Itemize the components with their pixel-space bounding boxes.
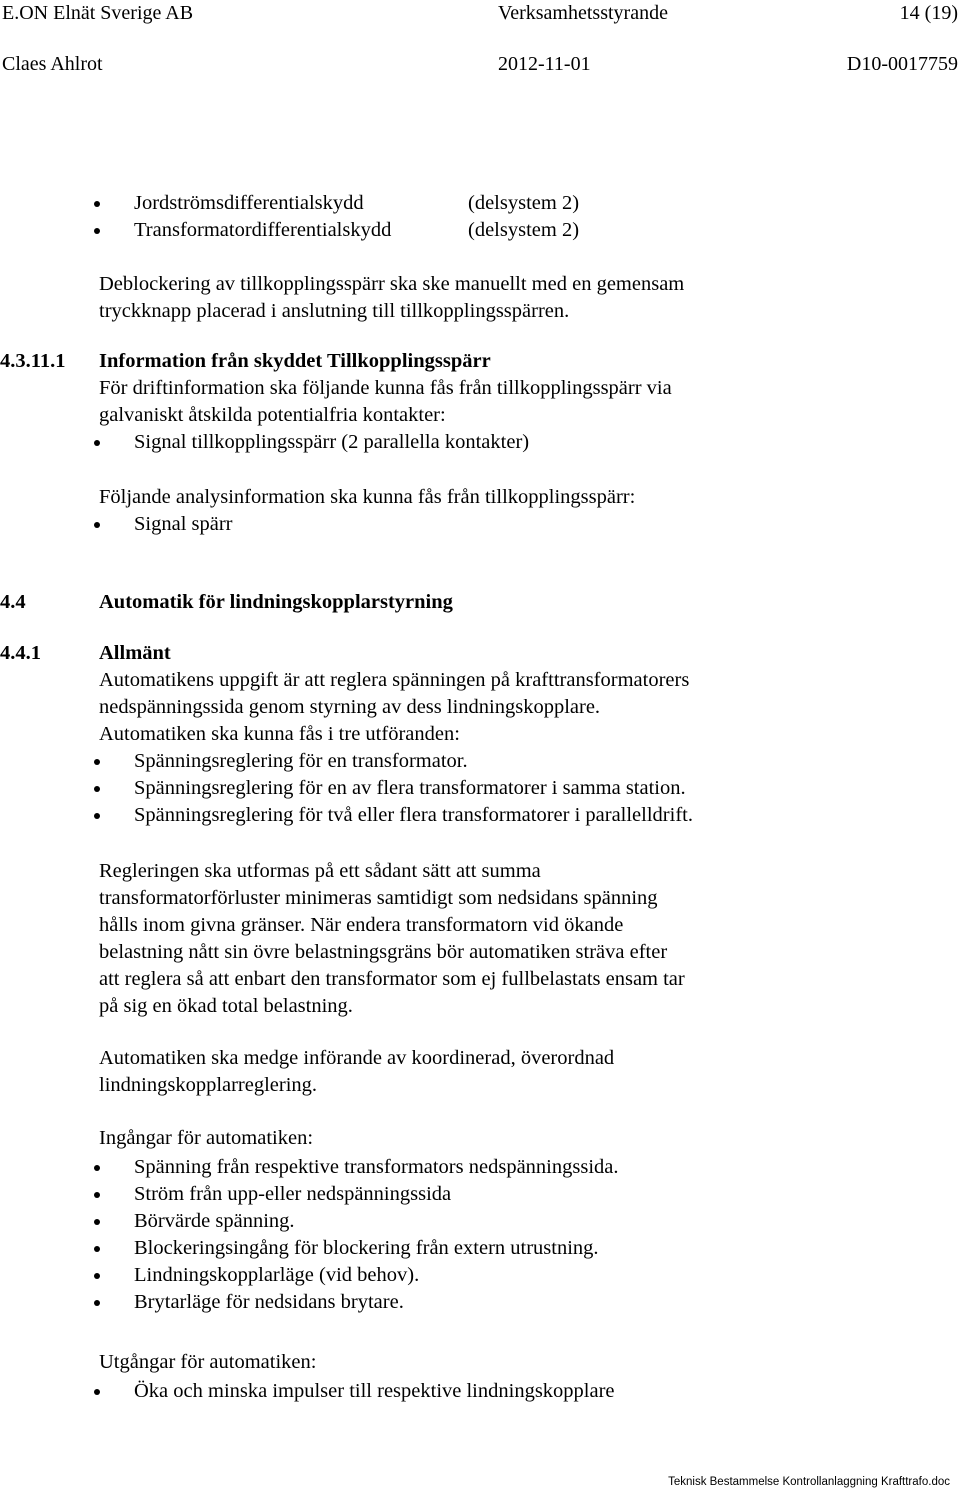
text-line: Regleringen ska utformas på ett sådant sätt att summa (99, 860, 541, 882)
header-date: 2012-11-01 (498, 53, 591, 75)
list-item: Signal tillkopplingsspärr (2 parallella kontakter) (99, 429, 949, 456)
heading-title: Allmänt (99, 642, 171, 664)
text-line: galvaniskt åtskilda potentialfria kontakter: (99, 404, 446, 426)
protection-system: (delsystem 2) (468, 219, 580, 241)
text-line: att reglera så att enbart den transformator som ej fullbelastats ensam tar (99, 968, 685, 990)
text-line: Automatiken ska medge införande av koordinerad, överordnad (99, 1047, 615, 1069)
section-4-3-11-1-body (99, 375, 949, 456)
text-line: tryckknapp placerad i anslutning till tillkopplingsspärren. (99, 300, 570, 322)
list-item: Spänningsreglering för två eller flera transformatorer i parallelldrift. (99, 802, 949, 829)
regulation-paragraph (99, 858, 949, 1020)
header-author: Claes Ahlrot (2, 53, 103, 75)
list-item: Öka och minska impulser till respektive lindningskopplare (99, 1378, 949, 1405)
section-4-4-1-body (99, 667, 949, 829)
list-item: Blockeringsingång för blockering från extern utrustning. (99, 1235, 949, 1262)
protection-list (99, 190, 949, 244)
inputs-block (99, 1125, 949, 1316)
text-line: på sig en ökad total belastning. (99, 995, 353, 1017)
text-line: Följande analysinformation ska kunna fås från tillkopplingsspärr: (99, 486, 636, 508)
header-row-1 (0, 0, 960, 26)
header-row-2 (0, 51, 960, 77)
list-item: Ström från upp-eller nedspänningssida (99, 1181, 949, 1208)
protection-system: (delsystem 2) (468, 192, 580, 214)
list-item: Börvärde spänning. (99, 1208, 949, 1235)
header-company: E.ON Elnät Sverige AB (2, 2, 194, 24)
header-page-number: 14 (19) (899, 2, 958, 24)
text-line: Automatikens uppgift är att reglera spänningen på krafttransformatorers (99, 669, 690, 691)
heading-number: 4.4.1 (0, 642, 41, 664)
text-line: belastning nått sin övre belastningsgräns bör automatiken sträva efter (99, 941, 668, 963)
text-line: lindningskopplarreglering. (99, 1074, 318, 1096)
heading-title: Information från skyddet Tillkopplingsspärr (99, 350, 491, 372)
heading-number: 4.3.11.1 (0, 350, 66, 372)
list-item: Signal spärr (99, 511, 949, 538)
list-item: Spänning från respektive transformators nedspänningssida. (99, 1154, 949, 1181)
header-section: Verksamhetsstyrande (498, 2, 668, 24)
footer-filename: Teknisk Bestammelse Kontrollanlaggning Krafttrafo.doc (668, 1476, 950, 1488)
heading-title: Automatik för lindningskopplarstyrning (99, 591, 453, 613)
header-doc-id: D10-0017759 (846, 53, 958, 75)
list-item (99, 190, 949, 217)
protection-name: Transformatordifferentialskydd (134, 219, 392, 241)
list-item: Brytarläge för nedsidans brytare. (99, 1289, 949, 1316)
list-item: Lindningskopplarläge (vid behov). (99, 1262, 949, 1289)
analysis-info (99, 484, 949, 538)
list-item: Spänningsreglering för en transformator. (99, 748, 949, 775)
text-line: hålls inom givna gränser. När endera transformatorn vid ökande (99, 914, 624, 936)
protection-name: Jordströmsdifferentialskydd (134, 192, 364, 214)
text-line: transformatorförluster minimeras samtidigt som nedsidans spänning (99, 887, 658, 909)
heading-number: 4.4 (0, 591, 26, 613)
text-line: För driftinformation ska följande kunna fås från tillkopplingsspärr via (99, 377, 672, 399)
list-item (99, 217, 949, 244)
inputs-title: Ingångar för automatiken: (99, 1127, 314, 1149)
text-line: nedspänningssida genom styrning av dess lindningskopplare. (99, 696, 601, 718)
coordination-paragraph (99, 1045, 949, 1099)
list-item: Spänningsreglering för en av flera transformatorer i samma station. (99, 775, 949, 802)
text-line: Automatiken ska kunna fås i tre utföranden: (99, 723, 460, 745)
text-line: Deblockering av tillkopplingsspärr ska ske manuellt med en gemensam (99, 273, 685, 295)
outputs-block (99, 1349, 949, 1405)
deblock-paragraph (99, 271, 949, 325)
outputs-title: Utgångar för automatiken: (99, 1351, 317, 1373)
